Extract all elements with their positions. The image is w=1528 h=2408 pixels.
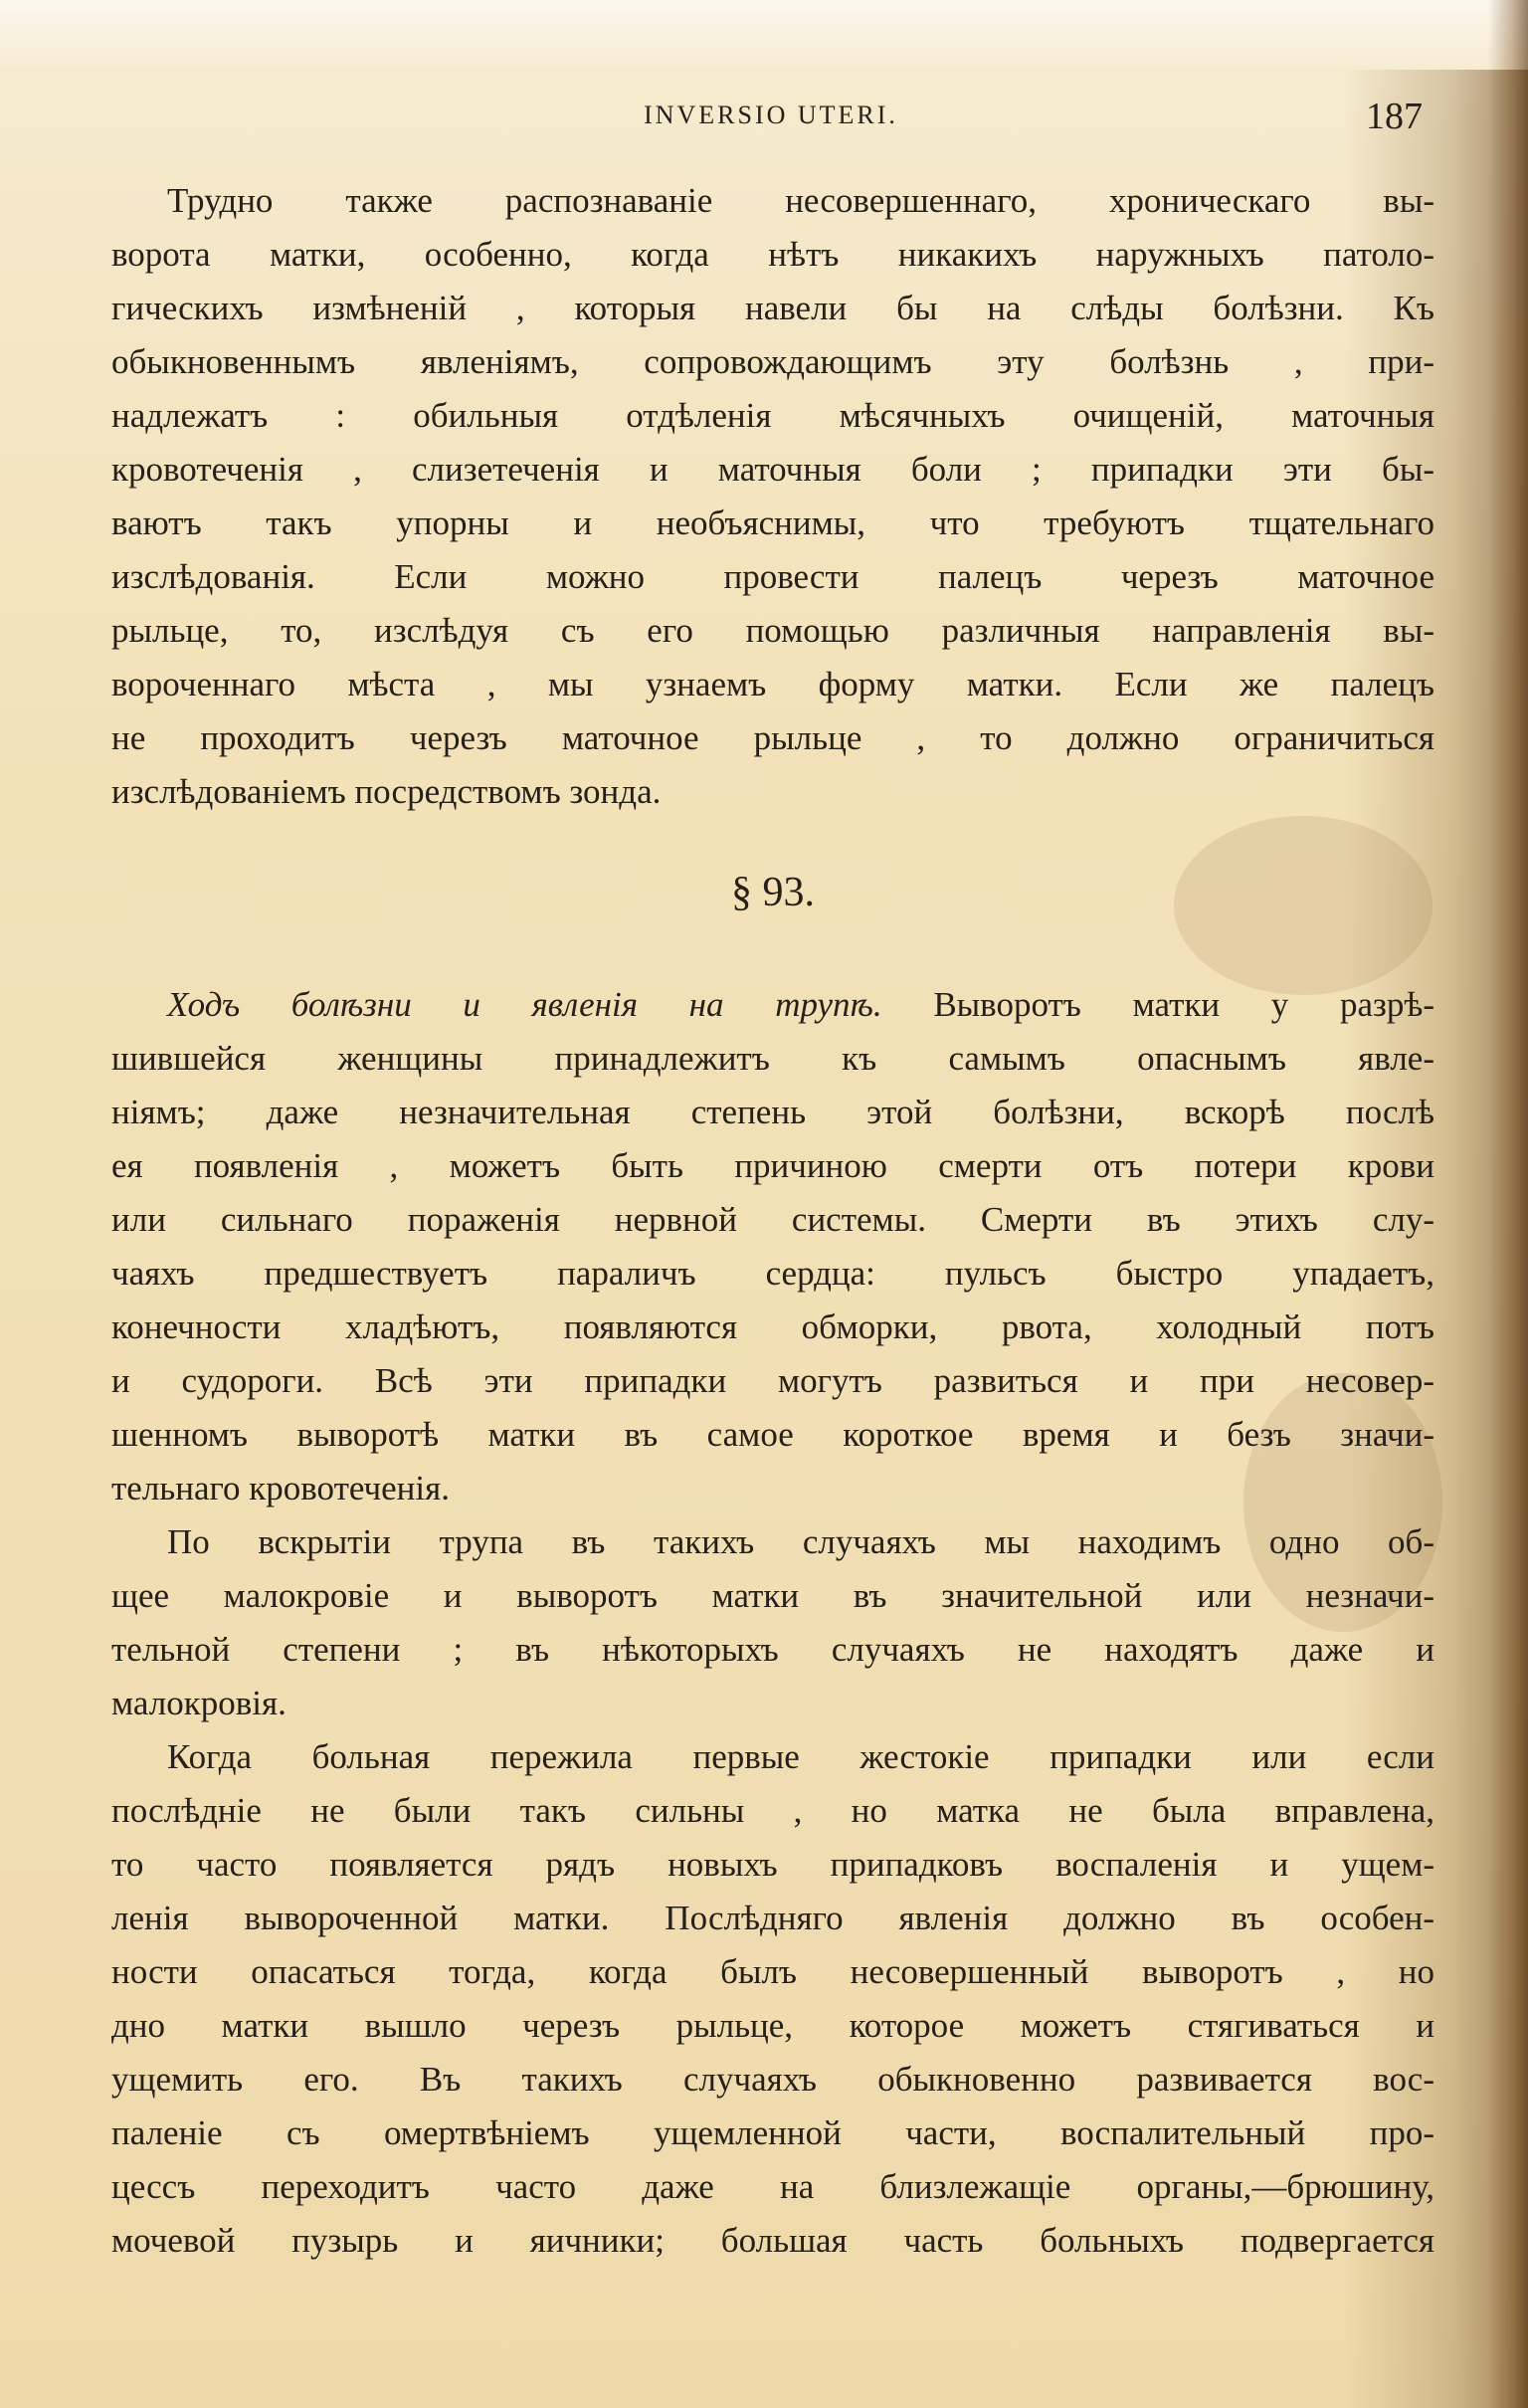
text-line: ворота матки, особенно, когда нѣтъ никакихъ наружныхъ патоло-	[111, 235, 1434, 274]
text-line: шившейся женщины принадлежитъ къ самымъ опаснымъ явле-	[111, 1039, 1434, 1078]
page-number: 187	[1366, 96, 1423, 137]
text-line: ности опасаться тогда, когда былъ несовершенный выворотъ , но	[111, 1952, 1434, 1991]
text-line: шенномъ выворотѣ матки въ самое короткое время и безъ значи-	[111, 1415, 1434, 1454]
text-line: тельной степени ; въ нѣкоторыхъ случаяхъ не находятъ даже и	[111, 1630, 1434, 1669]
text-line: Когда больная пережила первые жестокіе припадки или если	[167, 1737, 1434, 1776]
text-line: надлежатъ : обильныя отдѣленія мѣсячныхъ очищеній, маточныя	[111, 396, 1434, 435]
text-line: гическихъ измѣненій , которыя навели бы на слѣды болѣзни. Къ	[111, 289, 1434, 327]
text-line: кровотеченія , слизетеченія и маточныя боли ; припадки эти бы-	[111, 450, 1434, 489]
body-text	[111, 174, 1434, 2268]
section-break	[111, 819, 1434, 978]
text-line: то часто появляется рядъ новыхъ припадковъ воспаленія и ущем-	[111, 1845, 1434, 1884]
text-line: чаяхъ предшествуетъ параличъ сердца: пульсъ быстро упадаетъ,	[111, 1254, 1434, 1293]
text-line: или сильнаго пораженія нервной системы. Смерти въ этихъ слу-	[111, 1200, 1434, 1239]
paragraph-3	[111, 1515, 1434, 1730]
text-line: цессъ переходитъ часто даже на близлежащіе органы,—брюшину,	[111, 2167, 1434, 2206]
text-line: обыкновеннымъ явленіямъ, сопровождающимъ эту болѣзнь , при-	[111, 342, 1434, 381]
text-line: ея появленія , можетъ быть причиною смерти отъ потери крови	[111, 1146, 1434, 1185]
paragraph-4	[111, 1730, 1434, 2268]
text-line: изслѣдованія. Если можно провести палецъ черезъ маточное	[111, 557, 1434, 596]
text-line: Трудно также распознаваніе несовершеннаго, хроническаго вы-	[167, 181, 1434, 220]
paragraph-lead: Ходъ болѣзни и явленія на трупѣ.	[167, 985, 882, 1024]
text-line: изслѣдованіемъ посредствомъ зонда.	[111, 772, 662, 811]
paragraph-2	[111, 978, 1434, 1515]
text-line: паленіе съ омертвѣніемъ ущемленной части, воспалительный про-	[111, 2113, 1434, 2152]
text-line: ущемить его. Въ такихъ случаяхъ обыкновенно развивается вос-	[111, 2060, 1434, 2099]
text-line: и судороги. Всѣ эти припадки могутъ развиться и при несовер-	[111, 1361, 1434, 1400]
text-line: послѣдніе не были такъ сильны , но матка не была вправлена,	[111, 1791, 1434, 1830]
text-line: не проходитъ черезъ маточное рыльце , то должно ограничиться	[111, 718, 1434, 757]
text-line: дно матки вышло черезъ рыльце, которое можетъ стягиваться и	[111, 2006, 1434, 2045]
text-line: рыльце, то, изслѣдуя съ его помощью различныя направленія вы-	[111, 611, 1434, 650]
paragraph-1	[111, 174, 1434, 819]
text-line: малокровія.	[111, 1684, 286, 1722]
page-gutter-shadow	[1488, 0, 1528, 2408]
text-line	[111, 978, 1434, 1032]
text-line: ленія вывороченной матки. Послѣдняго явленія должно въ особен-	[111, 1899, 1434, 1937]
text-line: ваютъ такъ упорны и необъяснимы, что требуютъ тщательнаго	[111, 503, 1434, 542]
text-line: По вскрытіи трупа въ такихъ случаяхъ мы находимъ одно об-	[167, 1522, 1434, 1561]
page-top-edge	[0, 0, 1528, 70]
text-line: вороченнаго мѣста , мы узнаемъ форму матки. Если же палецъ	[111, 665, 1434, 703]
text-line: щее малокровіе и выворотъ матки въ значительной или незначи-	[111, 1576, 1434, 1615]
text-line: ніямъ; даже незначительная степень этой болѣзни, вскорѣ послѣ	[111, 1093, 1434, 1131]
running-header	[109, 95, 1432, 144]
text-line: тельнаго кровотеченія.	[111, 1469, 450, 1507]
section-heading: § 93.	[731, 870, 815, 915]
text-run: Выворотъ матки у разрѣ-	[881, 985, 1434, 1024]
running-title: INVERSIO UTERI.	[644, 100, 898, 129]
text-line: конечности хладѣютъ, появляются обморки, рвота, холодный потъ	[111, 1307, 1434, 1346]
text-line: мочевой пузырь и яичники; большая часть больныхъ подвергается	[111, 2221, 1434, 2260]
